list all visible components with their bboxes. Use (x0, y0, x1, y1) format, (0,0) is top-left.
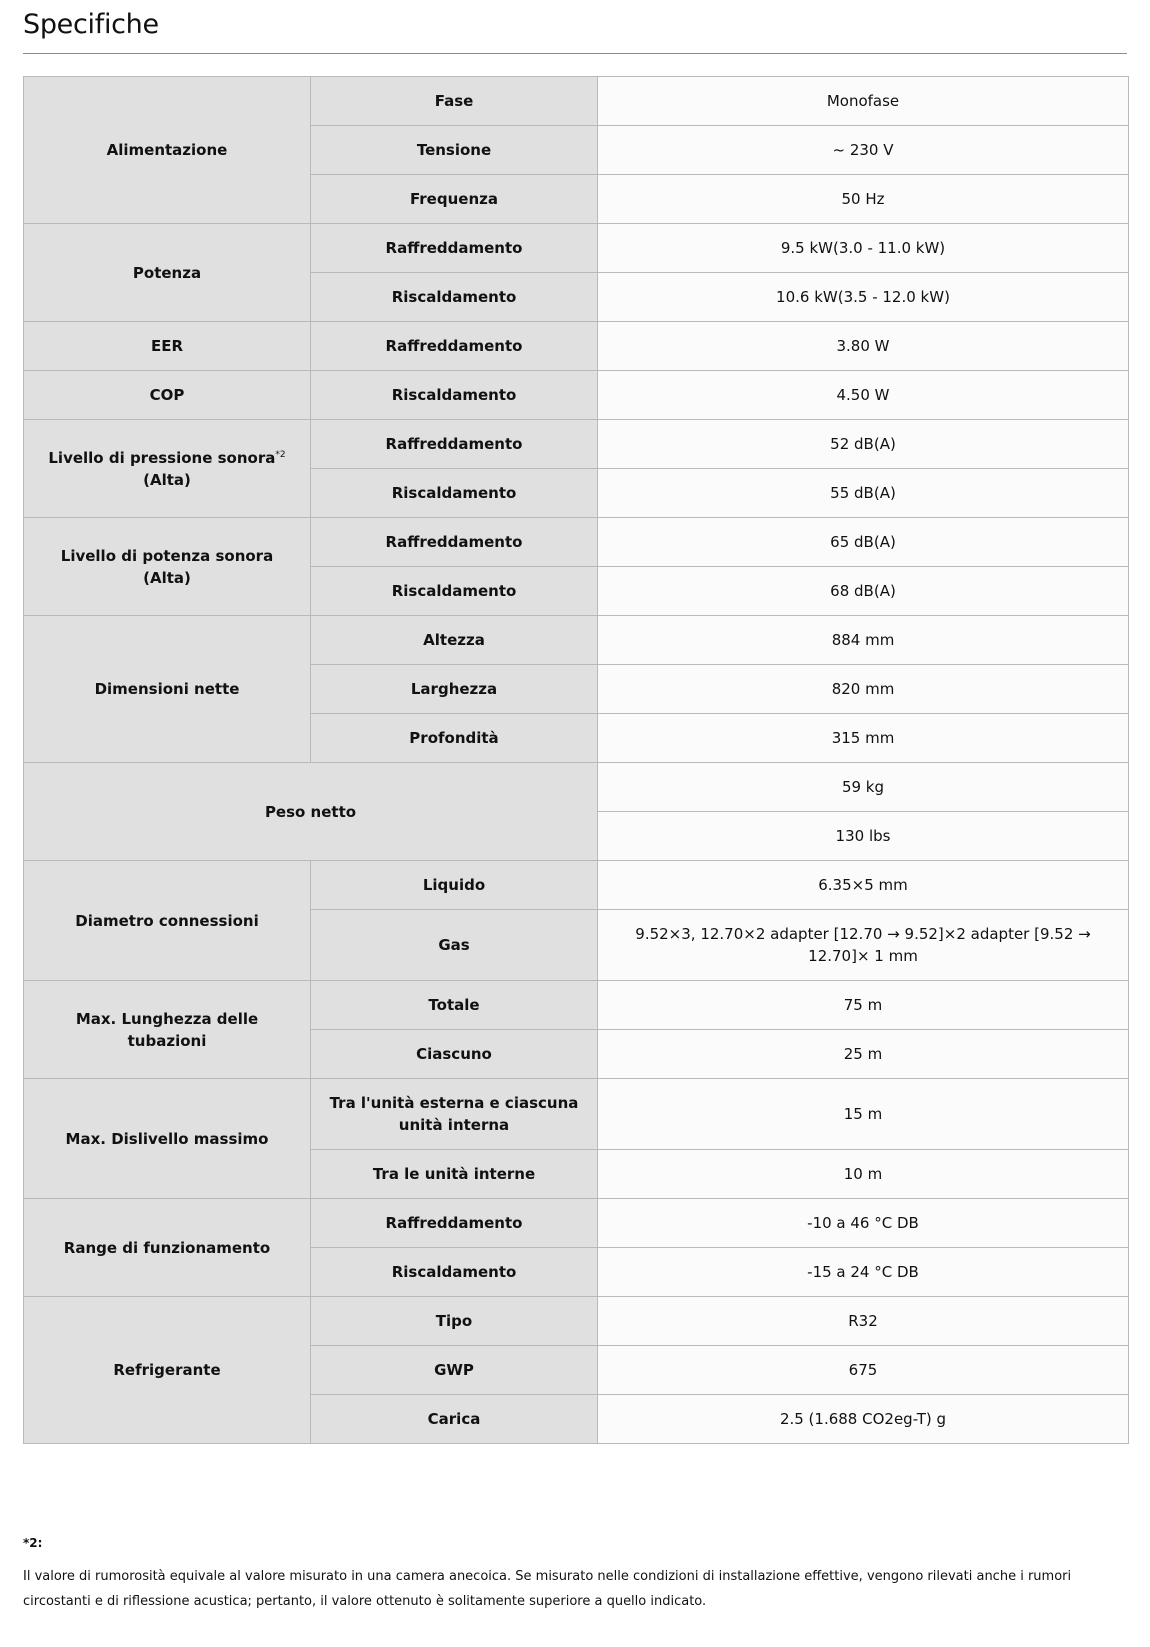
subcategory-cell: Riscaldamento (311, 371, 598, 420)
table-row (24, 518, 1129, 567)
value-cell: 2.5 (1.688 CO2eg-T) g (598, 1395, 1129, 1444)
table-row (24, 420, 1129, 469)
subcategory-cell: Profondità (311, 714, 598, 763)
value-cell: 68 dB(A) (598, 567, 1129, 616)
category-peso-netto: Peso netto (24, 763, 598, 861)
subcategory-cell: Raffreddamento (311, 224, 598, 273)
value-cell: 9.5 kW(3.0 - 11.0 kW) (598, 224, 1129, 273)
table-row (24, 77, 1129, 126)
value-cell: 55 dB(A) (598, 469, 1129, 518)
category-dimensioni: Dimensioni nette (24, 616, 311, 763)
table-row (24, 1199, 1129, 1248)
value-cell: 4.50 W (598, 371, 1129, 420)
table-row (24, 616, 1129, 665)
subcategory-cell: Liquido (311, 861, 598, 910)
footnote (23, 1536, 1127, 1614)
category-dislivello: Max. Dislivello massimo (24, 1079, 311, 1199)
category-lunghezza: Max. Lunghezza delle tubazioni (24, 981, 311, 1079)
subcategory-cell: Carica (311, 1395, 598, 1444)
category-potenza-sonora: Livello di potenza sonora (Alta) (24, 518, 311, 616)
value-cell: 3.80 W (598, 322, 1129, 371)
value-cell: -15 a 24 °C DB (598, 1248, 1129, 1297)
value-cell: 52 dB(A) (598, 420, 1129, 469)
subcategory-cell: Fase (311, 77, 598, 126)
subcategory-cell: Larghezza (311, 665, 598, 714)
category-potenza: Potenza (24, 224, 311, 322)
table-row (24, 861, 1129, 910)
spec-table (23, 76, 1129, 1444)
subcategory-cell: Tensione (311, 126, 598, 175)
category-pressione-sonora (24, 420, 311, 518)
subcategory-cell: GWP (311, 1346, 598, 1395)
value-cell: ~ 230 V (598, 126, 1129, 175)
category-label-suffix: (Alta) (143, 470, 191, 489)
table-row (24, 1079, 1129, 1150)
value-cell: 315 mm (598, 714, 1129, 763)
table-row (24, 322, 1129, 371)
subcategory-cell: Tra l'unità esterna e ciascuna unità interna (311, 1079, 598, 1150)
value-cell: 10 m (598, 1150, 1129, 1199)
footnote-text: Il valore di rumorosità equivale al valore misurato in una camera anecoica. Se misurato nelle condizioni di installazione effettive, vengono rilevati anche i rumori circostanti e di riflessione acustica; pertanto, il valore ottenuto è solitamente superiore a quello indicato. (23, 1569, 1072, 1609)
category-range: Range di funzionamento (24, 1199, 311, 1297)
category-cop: COP (24, 371, 311, 420)
category-refrigerante: Refrigerante (24, 1297, 311, 1444)
footnote-mark: *2: (23, 1536, 43, 1550)
subcategory-cell: Raffreddamento (311, 1199, 598, 1248)
value-cell: R32 (598, 1297, 1129, 1346)
value-cell: 10.6 kW(3.5 - 12.0 kW) (598, 273, 1129, 322)
subcategory-cell: Raffreddamento (311, 420, 598, 469)
footnote-ref[interactable]: *2 (275, 449, 286, 460)
table-row (24, 371, 1129, 420)
value-cell: Monofase (598, 77, 1129, 126)
value-cell: 75 m (598, 981, 1129, 1030)
value-cell: 65 dB(A) (598, 518, 1129, 567)
subcategory-cell: Gas (311, 910, 598, 981)
category-alimentazione: Alimentazione (24, 77, 311, 224)
subcategory-cell: Altezza (311, 616, 598, 665)
value-cell: 15 m (598, 1079, 1129, 1150)
value-cell: 820 mm (598, 665, 1129, 714)
value-cell: 9.52×3, 12.70×2 adapter [12.70 → 9.52]×2 adapter [9.52 → 12.70]× 1 mm (598, 910, 1129, 981)
value-cell: 675 (598, 1346, 1129, 1395)
value-cell: 130 lbs (598, 812, 1129, 861)
table-row (24, 763, 1129, 812)
table-row (24, 981, 1129, 1030)
title-divider (23, 53, 1127, 54)
value-cell: 50 Hz (598, 175, 1129, 224)
value-cell: 59 kg (598, 763, 1129, 812)
subcategory-cell: Tra le unità interne (311, 1150, 598, 1199)
category-label: Livello di pressione sonora (48, 448, 276, 467)
value-cell: 884 mm (598, 616, 1129, 665)
category-diametro: Diametro connessioni (24, 861, 311, 981)
subcategory-cell: Totale (311, 981, 598, 1030)
subcategory-cell: Raffreddamento (311, 518, 598, 567)
subcategory-cell: Riscaldamento (311, 273, 598, 322)
page-title: Specifiche (23, 9, 159, 40)
value-cell: 6.35×5 mm (598, 861, 1129, 910)
subcategory-cell: Frequenza (311, 175, 598, 224)
value-cell: -10 a 46 °C DB (598, 1199, 1129, 1248)
value-cell: 25 m (598, 1030, 1129, 1079)
table-row (24, 224, 1129, 273)
subcategory-cell: Ciascuno (311, 1030, 598, 1079)
subcategory-cell: Riscaldamento (311, 1248, 598, 1297)
subcategory-cell: Raffreddamento (311, 322, 598, 371)
subcategory-cell: Riscaldamento (311, 469, 598, 518)
subcategory-cell: Riscaldamento (311, 567, 598, 616)
category-eer: EER (24, 322, 311, 371)
subcategory-cell: Tipo (311, 1297, 598, 1346)
table-row (24, 1297, 1129, 1346)
